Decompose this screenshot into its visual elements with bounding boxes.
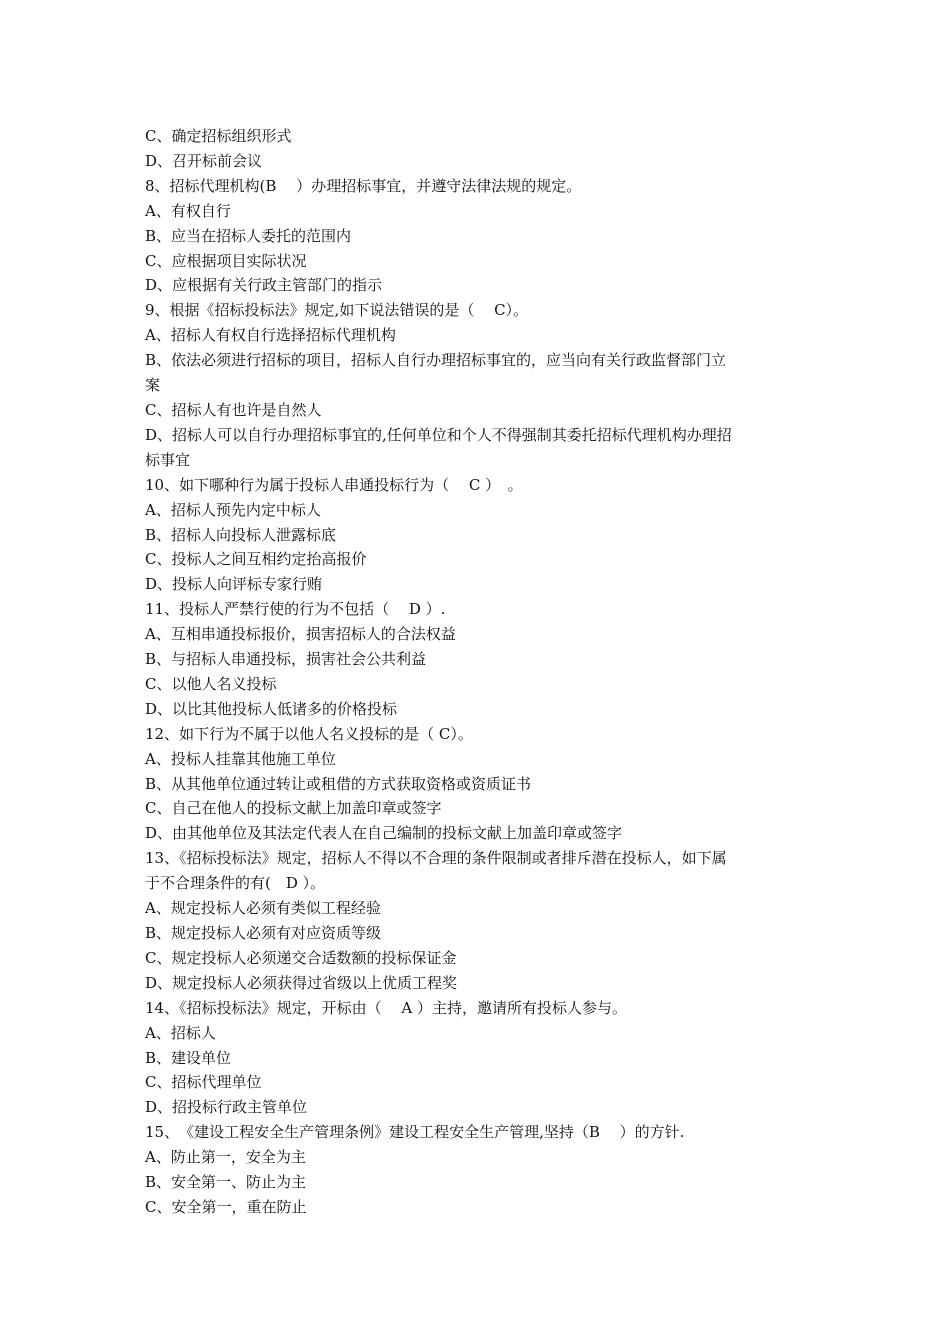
question-10: 10、如下哪种行为属于投标人串通投标行为（ C ） 。 (145, 475, 523, 494)
answer-option: D、招标人可以自行办理招标事宜的,任何单位和个人不得强制其委托招标代理机构办理招 (145, 425, 732, 444)
answer-option: B、安全第一、防止为主 (145, 1173, 307, 1192)
answer-option: C、招标代理单位 (145, 1073, 262, 1092)
answer-option: B、建设单位 (145, 1048, 232, 1067)
answer-option: B、规定投标人必须有对应资质等级 (145, 924, 382, 942)
answer-option: D、由其他单位及其法定代表人在自己编制的投标文献上加盖印章或签字 (145, 824, 623, 843)
answer-option: C、应根据项目实际状况 (145, 251, 307, 270)
question-9: 9、根据《招标投标法》规定,如下说法错误的是（ C）。 (145, 301, 529, 320)
answer-option: C、规定投标人必须递交合适数额的投标保证金 (145, 948, 457, 967)
document-body (145, 124, 810, 1220)
answer-option: B、依法必须进行招标的项目，招标人自行办理招标事宜的，应当向有关行政监督部门立 (145, 351, 727, 370)
answer-option: A、招标人预先内定中标人 (145, 500, 321, 519)
answer-option: A、招标人 (145, 1023, 216, 1042)
question-14: 14、《招标投标法》规定，开标由（ A ）主持，邀请所有投标人参与。 (145, 998, 627, 1017)
answer-option: B、招标人向投标人泄露标底 (145, 525, 337, 544)
answer-option: D、应根据有关行政主管部门的指示 (145, 276, 383, 295)
answer-option: D、规定投标人必须获得过省级以上优质工程奖 (145, 973, 458, 992)
question-13: 13、《招标投标法》规定，招标人不得以不合理的条件限制或者排斥潜在投标人，如下属 (145, 849, 727, 868)
question-11: 11、投标人严禁行使的行为不包括（ D ）. (145, 600, 446, 619)
answer-option-continuation: 案 (145, 376, 161, 395)
answer-option: D、以比其他投标人低诸多的价格投标 (145, 699, 398, 718)
answer-option: A、互相串通投标报价，损害招标人的合法权益 (145, 625, 456, 644)
answer-option: A、有权自行 (145, 201, 231, 220)
question-13-continuation: 于不合理条件的有( D ）。 (145, 874, 326, 893)
answer-option: B、与招标人串通投标，损害社会公共利益 (145, 650, 427, 669)
answer-option: A、防止第一，安全为主 (145, 1148, 306, 1167)
answer-option: B、从其他单位通过转让或租借的方式获取资格或资质证书 (145, 774, 532, 793)
question-12: 12、如下行为不属于以他人名义投标的是（ C）。 (145, 724, 473, 743)
answer-option: A、招标人有权自行选择招标代理机构 (145, 326, 396, 345)
answer-option: C、安全第一，重在防止 (145, 1197, 307, 1216)
answer-option: C、确定招标组织形式 (145, 127, 292, 145)
question-8: 8、招标代理机构(B ）办理招标事宜，并遵守法律法规的规定。 (145, 176, 582, 195)
answer-option: D、招投标行政主管单位 (145, 1098, 308, 1117)
answer-option: A、投标人挂靠其他施工单位 (145, 749, 336, 768)
answer-option: C、投标人之间互相约定抬高报价 (145, 550, 367, 569)
answer-option: C、招标人有也许是自然人 (145, 400, 322, 419)
answer-option: D、召开标前会议 (145, 151, 263, 170)
question-15: 15、 《建设工程安全生产管理条例》建设工程安全生产管理,坚持（B ）的方针. (145, 1123, 685, 1142)
answer-option-continuation: 标事宜 (145, 450, 191, 469)
answer-option: D、投标人向评标专家行贿 (145, 575, 323, 594)
answer-option: C、自己在他人的投标文献上加盖印章或签字 (145, 799, 442, 818)
answer-option: C、以他人名义投标 (145, 674, 277, 693)
answer-option: B、应当在招标人委托的范围内 (145, 226, 352, 245)
answer-option: A、规定投标人必须有类似工程经验 (145, 899, 381, 918)
